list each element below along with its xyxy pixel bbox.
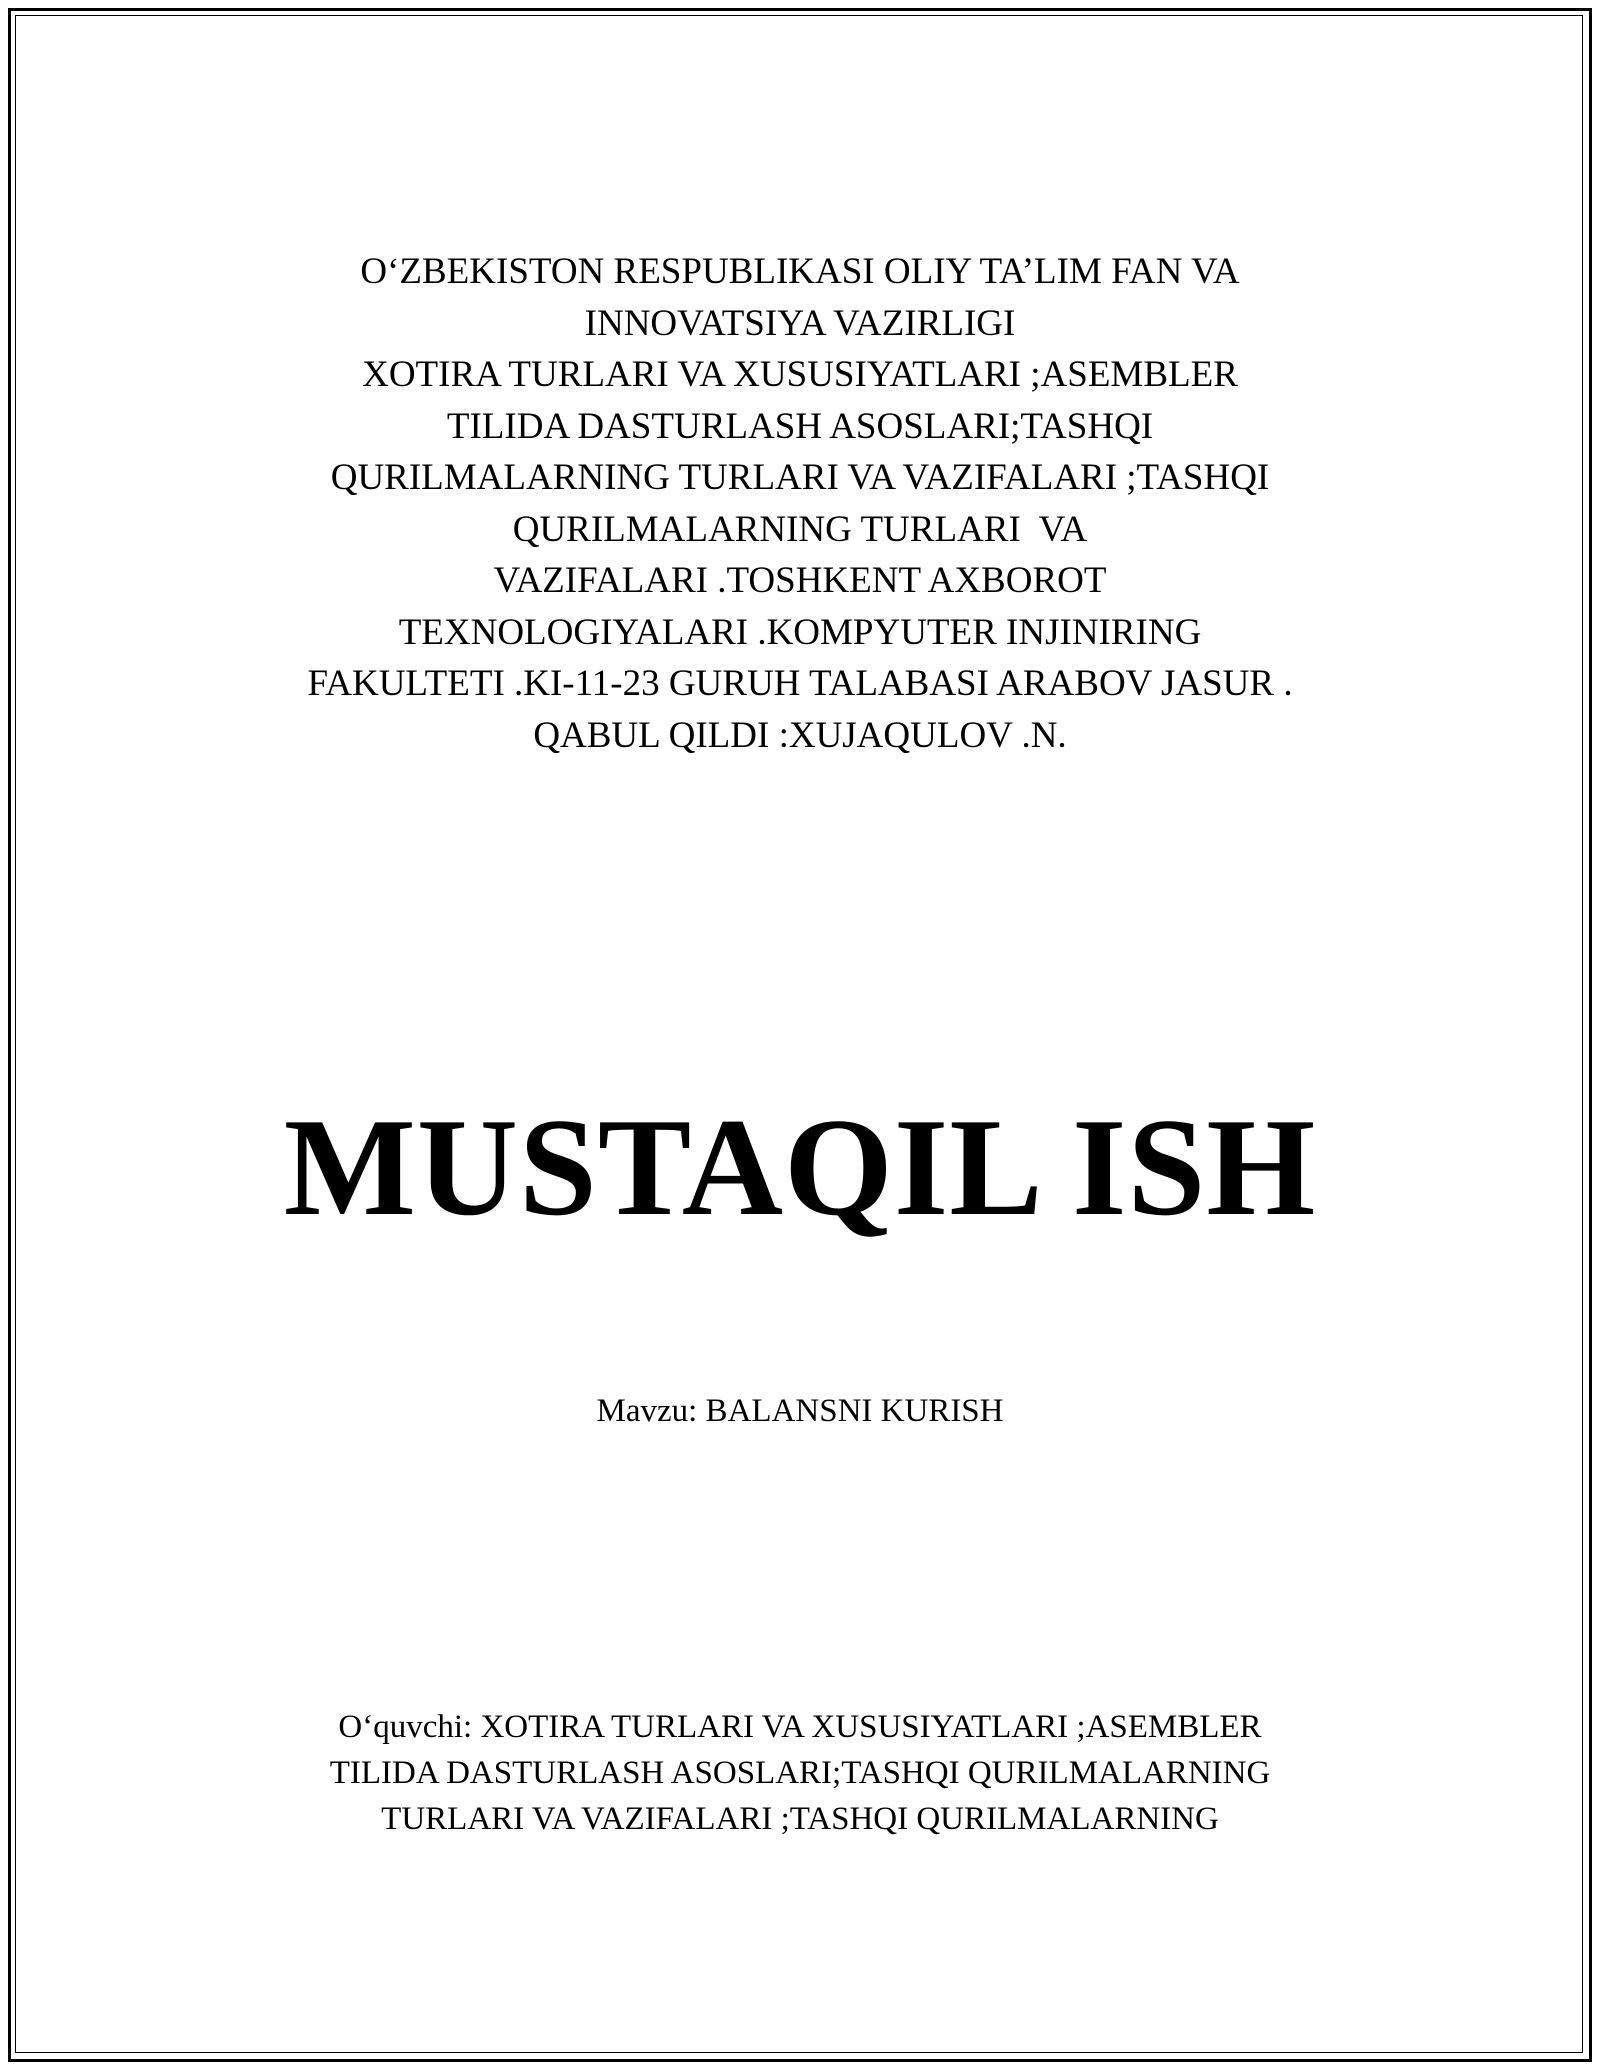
student-line: O‘quvchi: XOTIRA TURLARI VA XUSUSIYATLARI ;ASEMBLER <box>338 1709 1262 1745</box>
header-line: QABUL QILDI :XUJAQULOV .N. <box>533 714 1067 756</box>
header-line: TEXNOLOGIYALARI .KOMPYUTER INJINIRING <box>398 611 1202 653</box>
header-line: O‘ZBEKISTON RESPUBLIKASI OLIY TA’LIM FAN VA <box>360 251 1240 292</box>
student-line: TILIDA DASTURLASH ASOSLARI;TASHQI QURILMALARNING <box>329 1755 1271 1791</box>
header-line: VAZIFALARI .TOSHKENT AXBOROT <box>493 560 1107 601</box>
header-line: FAKULTETI .KI-11-23 GURUH TALABASI ARABOV JASUR . <box>307 663 1293 704</box>
document-title: MUSTAQIL ISH <box>283 1090 1317 1245</box>
header-line: QURILMALARNING TURLARI VA VAZIFALARI ;TASHQI <box>330 457 1270 498</box>
header-line: INNOVATSIYA VAZIRLIGI <box>584 302 1016 344</box>
header-line: QURILMALARNING TURLARI VA <box>512 508 1088 550</box>
student-line: TURLARI VA VAZIFALARI ;TASHQI QURILMALARNING <box>381 1801 1219 1837</box>
header-line: XOTIRA TURLARI VA XUSUSIYATLARI ;ASEMBLER <box>362 354 1238 395</box>
student-info <box>0 1704 1600 1842</box>
header-line: TILIDA DASTURLASH ASOSLARI;TASHQI <box>446 405 1154 447</box>
topic-line: Mavzu: BALANSNI KURISH <box>596 1393 1004 1429</box>
ministry-header <box>0 246 1600 761</box>
